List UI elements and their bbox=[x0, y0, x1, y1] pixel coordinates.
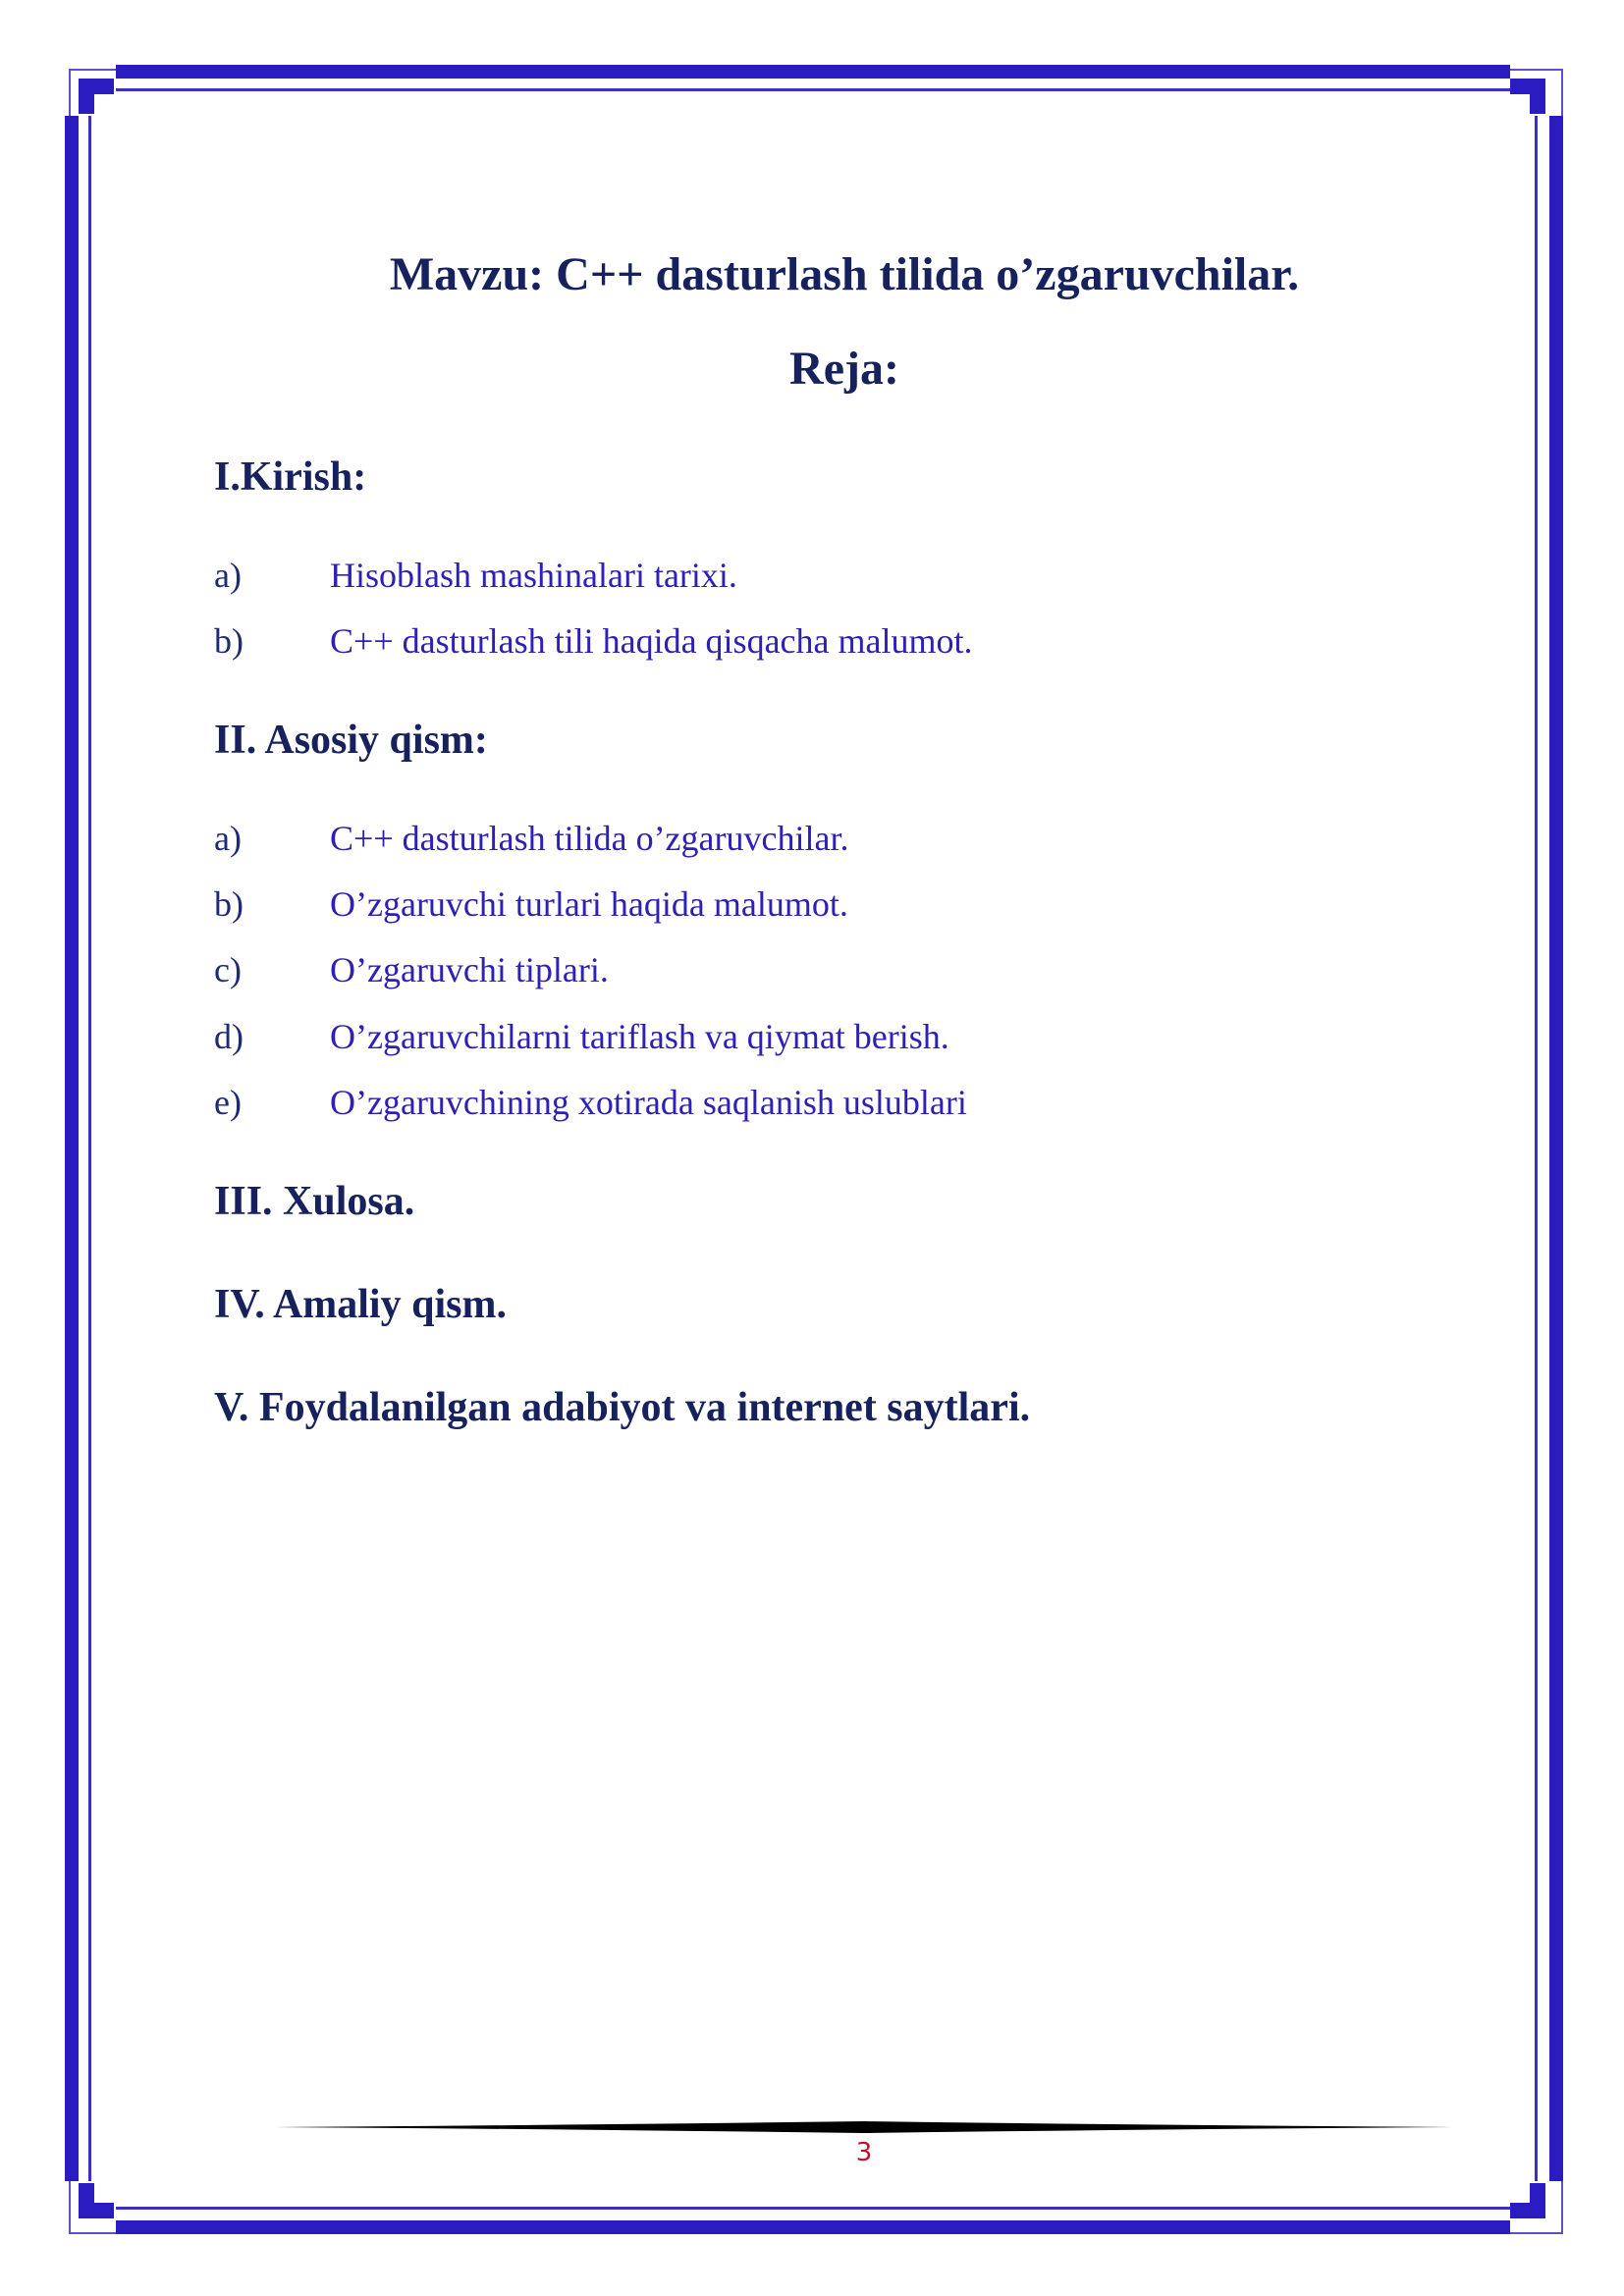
list-item-marker: a) bbox=[214, 556, 242, 595]
plan-heading: Reja: bbox=[789, 343, 899, 395]
list-item-text: C++ dasturlash tilida o’zgaruvchilar. bbox=[330, 819, 849, 858]
list-item-marker: a) bbox=[214, 819, 242, 858]
list-item-text: O’zgaruvchining xotirada saqlanish uslublari bbox=[330, 1083, 967, 1122]
list-item-marker: b) bbox=[214, 884, 244, 924]
list-item-text: Hisoblash mashinalari tarixi. bbox=[330, 556, 737, 595]
section-heading-practical: IV. Amaliy qism. bbox=[214, 1282, 507, 1327]
list-item-text: C++ dasturlash tili haqida qisqacha malumot. bbox=[330, 621, 973, 661]
section-heading-main: II. Asosiy qism: bbox=[214, 718, 488, 763]
list-item-text: O’zgaruvchi turlari haqida malumot. bbox=[330, 884, 848, 924]
page-number: 3 bbox=[855, 2138, 873, 2167]
list-item-text: O’zgaruvchi tiplari. bbox=[330, 950, 609, 989]
list-item-marker: b) bbox=[214, 621, 244, 661]
list-item-marker: c) bbox=[214, 950, 242, 989]
section-heading-intro: I.Kirish: bbox=[214, 454, 367, 500]
list-item-text: O’zgaruvchilarni tariflash va qiymat berish. bbox=[330, 1017, 949, 1056]
footer-divider bbox=[275, 2120, 1453, 2134]
section-heading-conclusion: III. Xulosa. bbox=[214, 1179, 415, 1224]
document-title: Mavzu: C++ dasturlash tilida o’zgaruvchilar. bbox=[389, 248, 1300, 300]
list-item-marker: e) bbox=[214, 1083, 242, 1122]
section-heading-references: V. Foydalanilgan adabiyot va internet saytlari. bbox=[214, 1385, 1031, 1430]
list-item-marker: d) bbox=[214, 1017, 244, 1056]
